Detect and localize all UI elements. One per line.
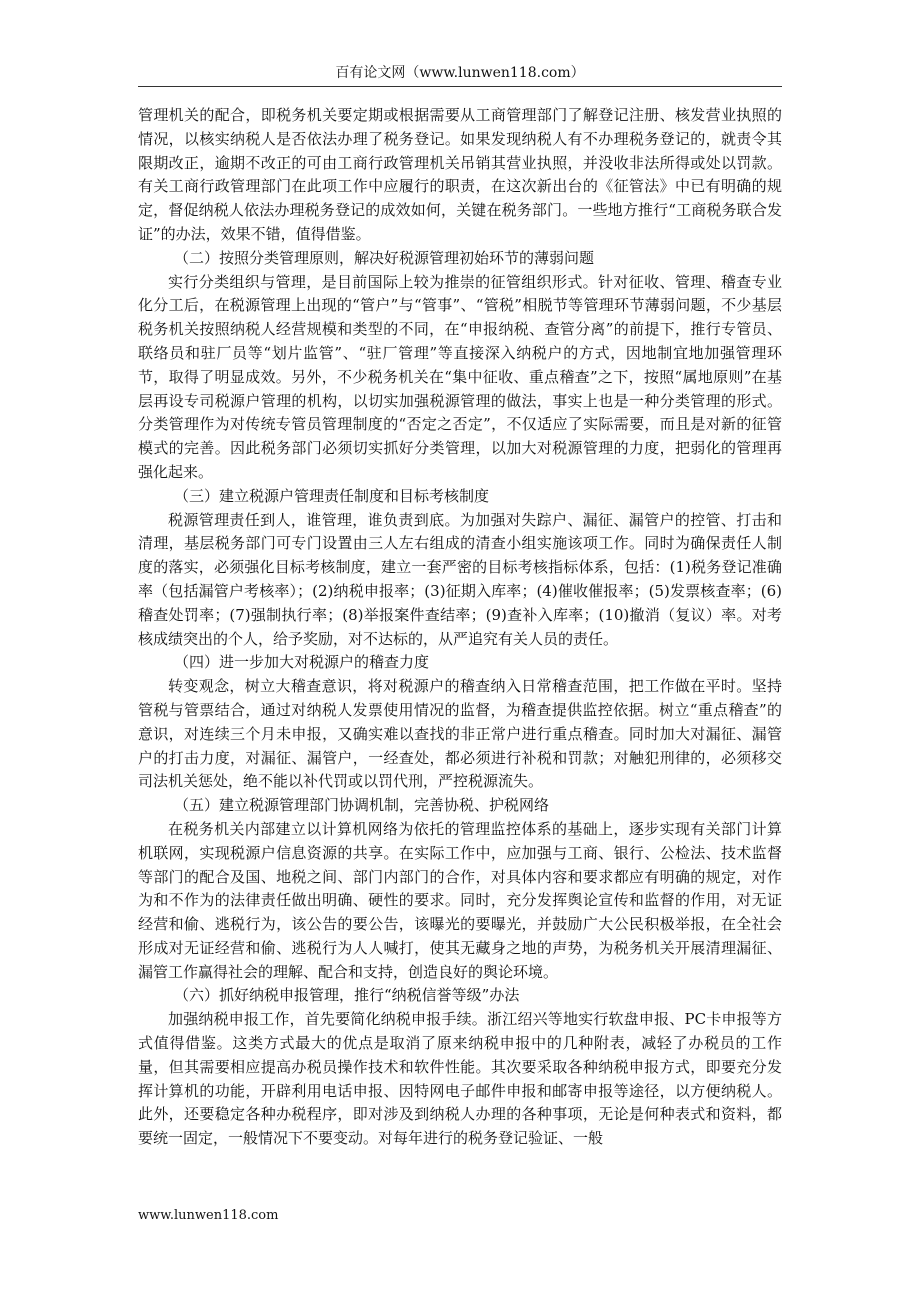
section-heading-6: （六）抓好纳税申报管理，推行“纳税信誉等级”办法: [174, 986, 520, 1005]
header-divider: [138, 86, 782, 87]
document-body: [138, 104, 782, 1151]
page-footer-url: www.lunwen118.com: [138, 1208, 279, 1223]
paragraph-continuation: 管理机关的配合，即税务机关要定期或根据需要从工商管理部门了解登记注册、核发营业执照的情况，以核实纳税人是否依法办理了税务登记。如果发现纳税人有不办理税务登记的，就责令其限期改正，逾期不改正的可由工商行政管理机关吊销其营业执照，并没收非法所得或处以罚款。有关工商行政管理部门在此项工作中应履行的职责，在这次新出台的《征管法》中已有明确的规定，督促纳税人依法办理税务登记的成效如何，关键在税务部门。一些地方推行“工商税务联合发证”的办法，效果不错，值得借鉴。: [138, 106, 782, 243]
section-heading-3: （三）建立税源户管理责任制度和目标考核制度: [174, 486, 490, 505]
section-heading-2: （二）按照分类管理原则，解决好税源管理初始环节的薄弱问题: [174, 248, 595, 267]
paragraph-tax-declaration: 加强纳税申报工作，首先要简化纳税申报手续。浙江绍兴等地实行软盘申报、PC卡申报等方式值得借鉴。这类方式最大的优点是取消了原来纳税申报中的几种附表，减轻了办税员的工作量，但其需要相应提高办税员操作技术和软件性能。其次要采取各种纳税申报方式，即要充分发挥计算机的功能，开辟利用电话申报、因特网电子邮件申报和邮寄申报等途径，以方便纳税人。此外，还要稳定各种办税程序，即对涉及到纳税人办理的各种事项，无论是何种表式和资料，都要统一固定，一般情况下不要变动。对每年进行的税务登记验证、一般: [138, 1010, 782, 1148]
paragraph-classified-management: 实行分类组织与管理，是目前国际上较为推崇的征管组织形式。针对征收、管理、稽查专业化分工后，在税源管理上出现的“管户”与“管事”、“管税”相脱节等管理环节薄弱问题，不少基层税务机关按照纳税人经营规模和类型的不同，在“申报纳税、查管分离”的前提下，推行专管员、联络员和驻厂员等“划片监管”、“驻厂管理”等直接深入纳税户的方式，因地制宜地加强管理环节，取得了明显成效。另外，不少税务机关在“集中征收、重点稽查”之下，按照“属地原则”在基层再设专司税源户管理的机构，以切实加强税源管理的做法，事实上也是一种分类管理的形式。分类管理作为对传统专管员管理制度的“否定之否定”，不仅适应了实际需要，而且是对新的征管模式的完善。因此税务部门必须切实抓好分类管理，以加大对税源管理的力度，把弱化的管理再强化起来。: [138, 272, 782, 481]
paragraph-coordination: 在税务机关内部建立以计算机网络为依托的管理监控体系的基础上，逐步实现有关部门计算机联网，实现税源户信息资源的共享。在实际工作中，应加强与工商、银行、公检法、技术监督等部门的配合及国、地税之间、部门内部门的合作，对具体内容和要求都应有明确的规定，对作为和不作为的法律责任做出明确、硬性的要求。同时，充分发挥舆论宣传和监督的作用，对无证经营和偷、逃税行为，该公告的要公告，该曝光的要曝光，并鼓励广大公民积极举报，在全社会形成对无证经营和偷、逃税行为人人喊打，使其无藏身之地的声势，为税务机关开展清理漏征、漏管工作赢得社会的理解、配合和支持，创造良好的舆论环境。: [138, 819, 782, 981]
paragraph-inspection: 转变观念，树立大稽查意识，将对税源户的稽查纳入日常稽查范围，把工作做在平时。坚持管税与管票结合，通过对纳税人发票使用情况的监督，为稽查提供监控依据。树立“重点稽查”的意识，对连续三个月未申报，又确实难以查找的非正常户进行重点稽查。同时加大对漏征、漏管户的打击力度，对漏征、漏管户，一经查处，都必须进行补税和罚款；对触犯刑律的，必须移交司法机关惩处，绝不能以补代罚或以罚代刑，严控税源流失。: [138, 677, 782, 791]
paragraph-responsibility-system: 税源管理责任到人，谁管理，谁负责到底。为加强对失踪户、漏征、漏管户的控管、打击和清理，基层税务部门可专门设置由三人左右组成的清查小组实施该项工作。同时为确保责任人制度的落实，必须强化目标考核制度，建立一套严密的目标考核指标体系，包括：(1)税务登记准确率（包括漏管户考核率）；(2)纳税申报率；(3)征期入库率；(4)催收催报率；(5)发票核查率；(6)稽查处罚率；(7)强制执行率；(8)举报案件查结率；(9)查补入库率；(10)撤消（复议）率。对考核成绩突出的个人，给予奖励，对不达标的，从严追究有关人员的责任。: [138, 510, 782, 648]
page-header: 百有论文网（www.lunwen118.com）: [335, 65, 585, 81]
section-heading-4: （四）进一步加大对税源户的稽查力度: [174, 653, 430, 672]
section-heading-5: （五）建立税源管理部门协调机制，完善协税、护税网络: [174, 796, 550, 815]
